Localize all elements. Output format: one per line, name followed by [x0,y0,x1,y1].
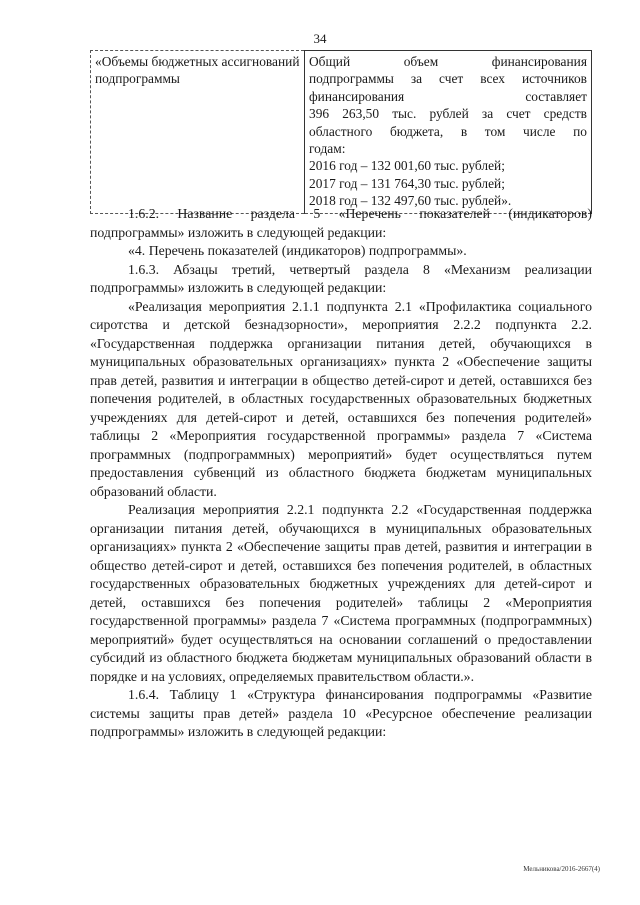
table-row [91,51,592,214]
budget-allocation-table [90,50,592,214]
paragraph-implementation-2-2-1: Реализация мероприятия 2.2.1 подпункта 2.2 «Государственная поддержка организации питания детей, обучающихся в муниципальных образовательных организациях» пункта 2 «Обеспечение защиты прав детей, развития и интеграции в общество детей-сирот и детей, оставшихся без попечения родителей, в областных государственных образовательных бюджетных учреждениях для детей-сирот и детей, оставшихся без попечения родителей» таблицы 2 «Мероприятия государственной программы» раздела 7 «Система программных (подпрограммных) мероприятий» будет осуществляться на основании соглашений о предоставлении субсидий из областного бюджета бюджетам муниципальных образований области в порядке и на условиях, определяемых правительством области.». [90,502,592,684]
year-amount-line: 2017 год – 131 764,30 тыс. рублей; [309,175,505,191]
document-body [90,205,592,742]
paragraph-1-6-2: 1.6.2. Название раздела 5 «Перечень показателей (индикаторов) подпрограммы» изложить в следующей редакции: [90,206,592,240]
year-amount-line: 2018 год – 132 497,60 тыс. рублей». [309,193,512,209]
table-text-line: подпрограммы за счет всех источников [309,71,587,87]
table-text-line: годам: [309,141,346,157]
table-text-line: областного бюджета, в том числе по [309,123,587,139]
paragraph-1-6-3: 1.6.3. Абзацы третий, четвертый раздела 8 «Механизм реализации подпрограммы» изложить в следующей редакции: [90,261,592,295]
table-text-line: Общий объем финансирования [309,54,587,69]
table-cell-value [305,51,592,214]
paragraph-1-6-4: 1.6.4. Таблицу 1 «Структура финансирования подпрограммы «Развитие системы защиты прав детей» раздела 10 «Ресурсное обеспечение реализации подпрограммы» изложить в следующей редакции: [90,687,592,739]
paragraph-section-4-title: «4. Перечень показателей (индикаторов) подпрограммы». [128,243,467,258]
footer-document-id: Мельникова/2016-2667(4) [523,865,600,873]
table-text-line: 396 263,50 тыс. рублей за счет средств [309,106,587,122]
page-number: 34 [313,31,327,46]
year-amount-line: 2016 год – 132 001,60 тыс. рублей; [309,158,505,174]
paragraph-implementation-2-1-1: «Реализация мероприятия 2.1.1 подпункта 2.1 «Профилактика социального сиротства и детской безнадзорности», мероприятия 2.2.2 подпункта 2.2. «Государственная поддержка организации питания детей, обучающихся в муниципальных образовательных организациях» пункта 2 «Обеспечение защиты прав детей, развития и интеграции в общество детей-сирот и детей, оставшихся без попечения родителей, в областных государственных образовательных бюджетных учреждениях для детей-сирот и детей, оставшихся без попечения родителей» таблицы 2 «Мероприятия государственной программы» раздела 7 «Система программных (подпрограммных) мероприятий» будет осуществляться путем предоставления субвенций из областного бюджета бюджетам муниципальных образований области. [90,298,592,499]
table-cell-label: «Объемы бюджетных ассигнований подпрограммы [91,51,305,214]
table-text-line: финансирования составляет [309,88,587,104]
